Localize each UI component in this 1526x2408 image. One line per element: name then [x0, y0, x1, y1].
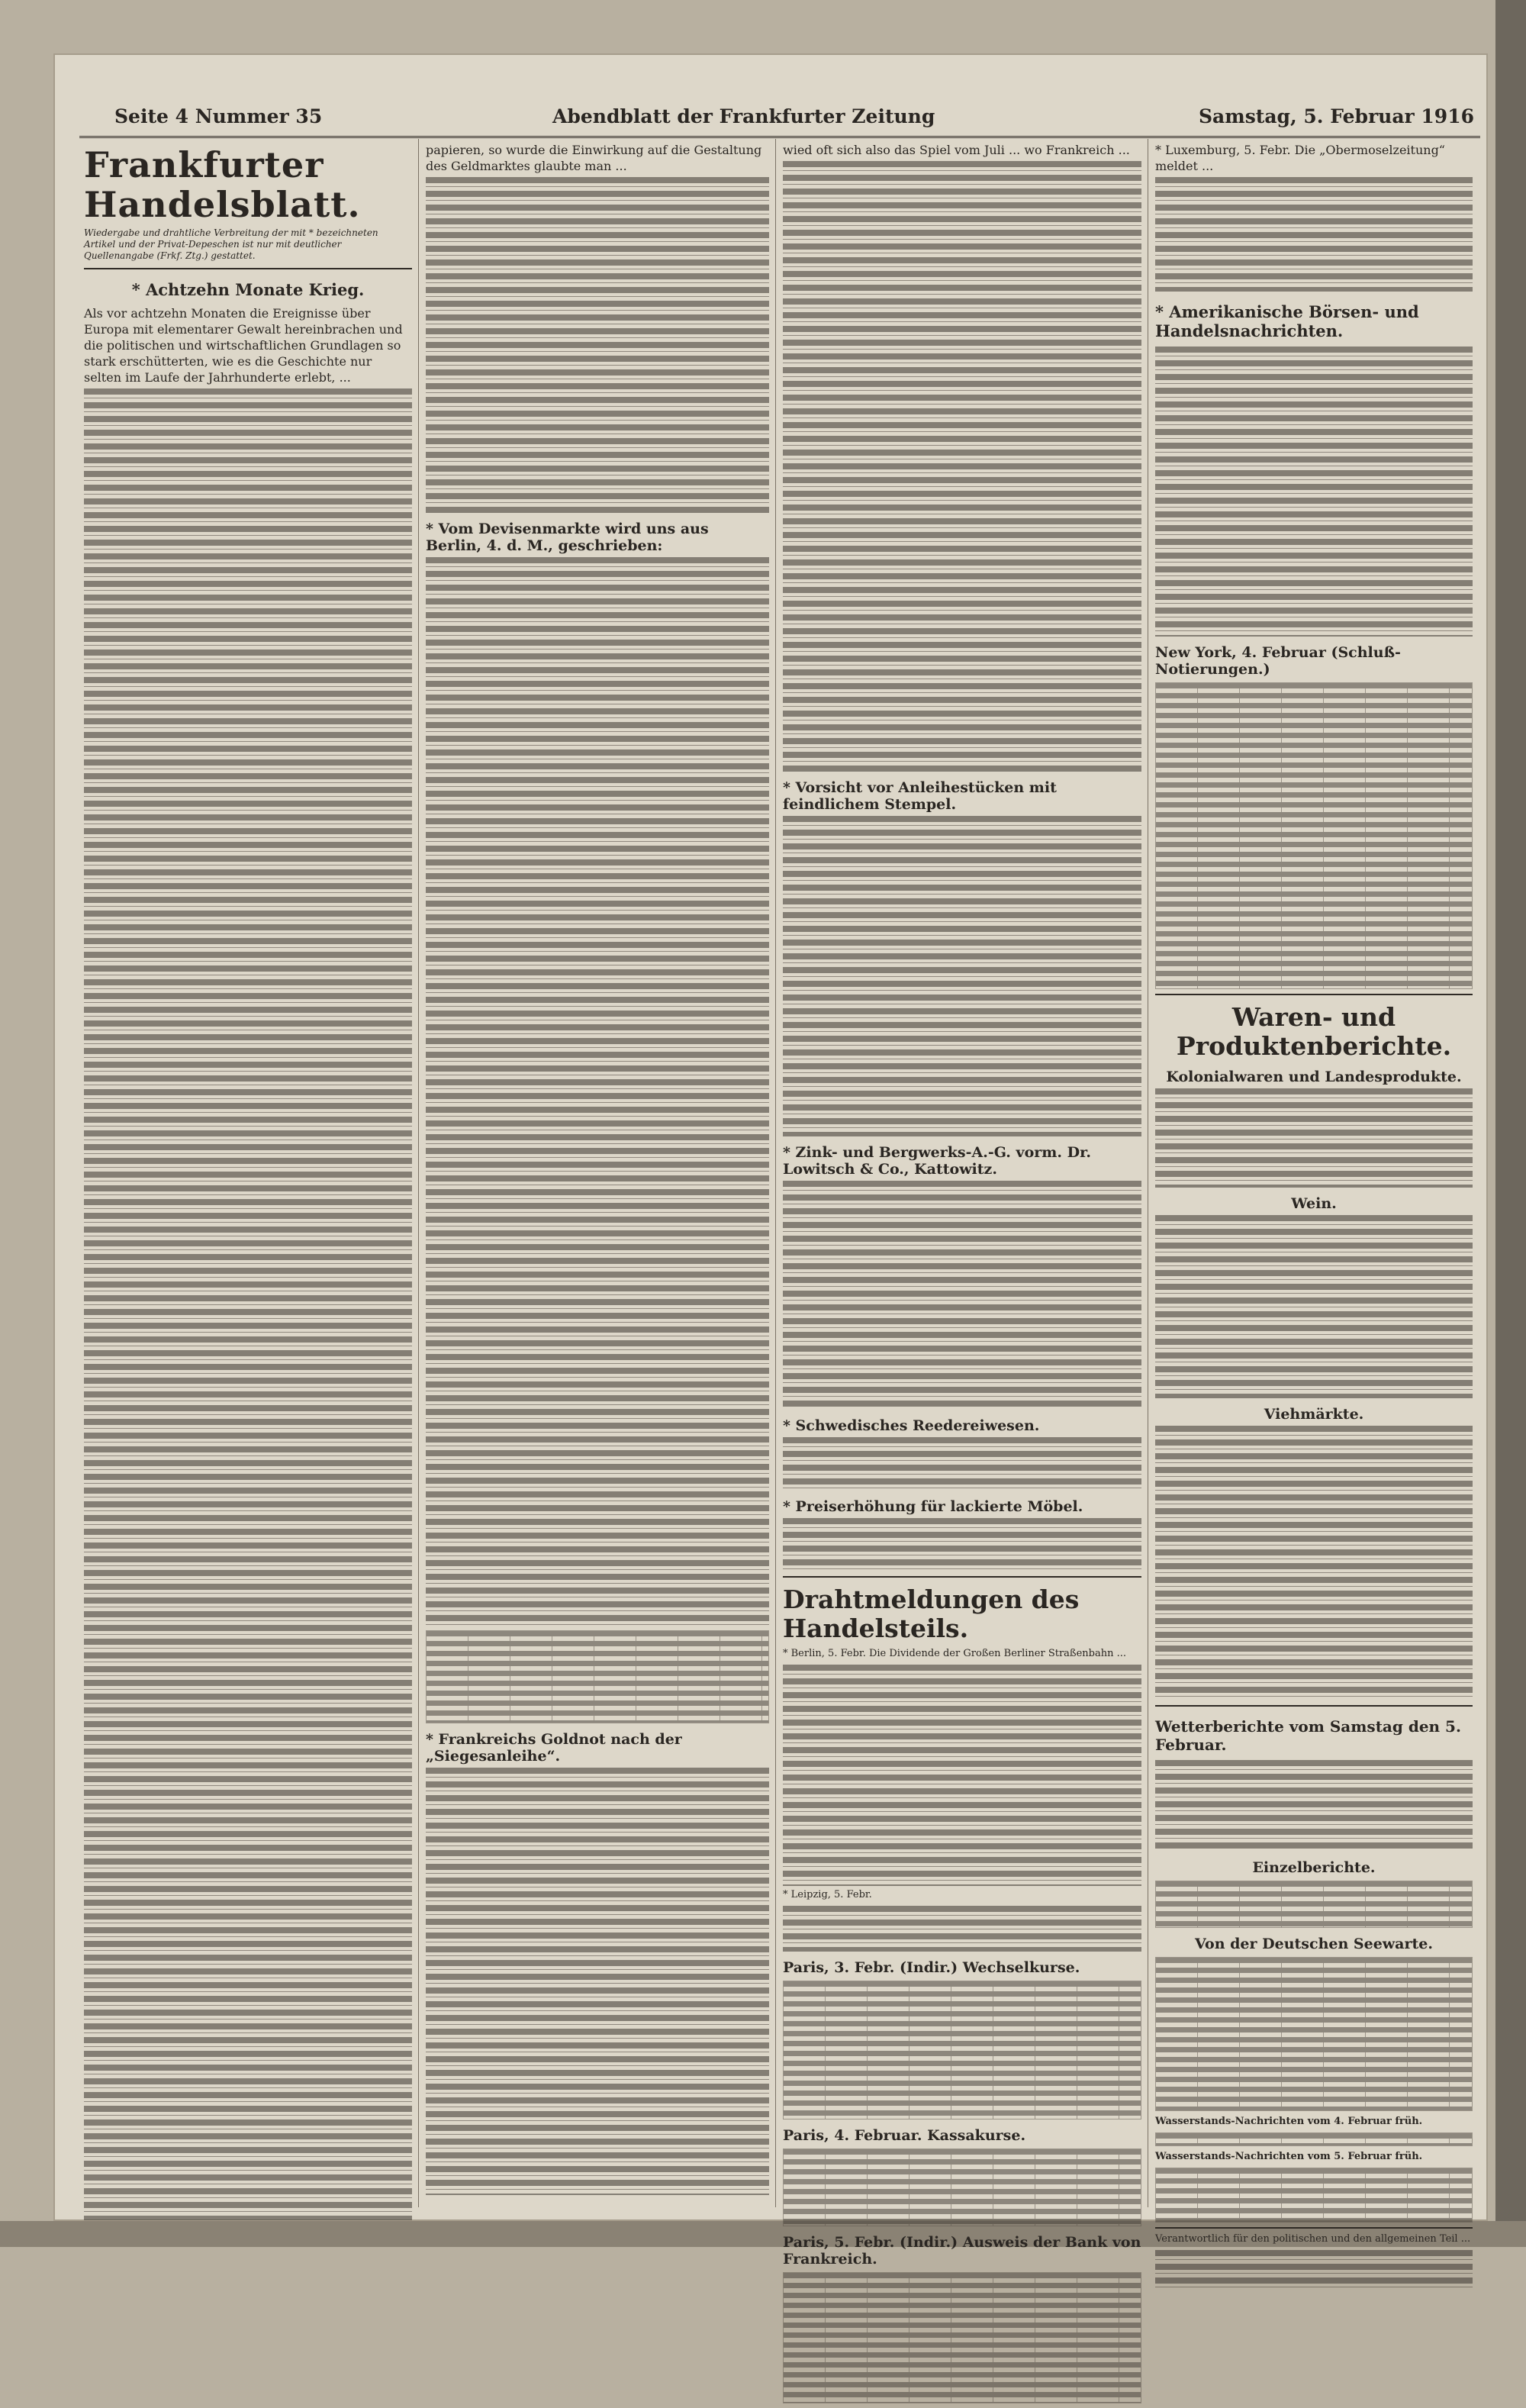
scan-edge-right — [1495, 0, 1526, 2247]
article-title: * Vorsicht vor Anleihestücken mit feindlichem Stempel. — [783, 779, 1141, 813]
bank-statement-table — [783, 2272, 1141, 2403]
section-title: Drahtmeldungen des Handelsteils. — [783, 1585, 1141, 1643]
column-1 — [84, 139, 412, 2223]
divider — [1155, 994, 1473, 995]
table-title: Paris, 3. Febr. (Indir.) Wechselkurse. — [783, 1959, 1141, 1976]
article-title: * Schwedisches Reedereiwesen. — [783, 1417, 1141, 1434]
article-body-text — [1155, 347, 1473, 637]
exchange-rate-table — [783, 1981, 1141, 2119]
subsection-title: Einzelberichte. — [1155, 1859, 1473, 1876]
imprint: Verantwortlich für den politischen und den allgemeinen Teil ... — [1155, 2233, 1473, 2245]
article-body-text — [1155, 2250, 1473, 2288]
weather-table — [1155, 1881, 1473, 1928]
article-body-text — [1155, 1088, 1473, 1188]
news-item: * Leipzig, 5. Febr. — [783, 1889, 1141, 1901]
article-body-text — [84, 388, 412, 2220]
subsection-title: Wein. — [1155, 1195, 1473, 1212]
table-title: Paris, 4. Februar. Kassakurse. — [783, 2127, 1141, 2144]
water-level-table — [1155, 2132, 1473, 2146]
column-2 — [426, 139, 769, 2198]
water-level-table — [1155, 2168, 1473, 2223]
issue-date: Samstag, 5. Februar 1916 — [1199, 105, 1474, 127]
article-title: * Amerikanische Börsen- und Handelsnachrichten. — [1155, 302, 1473, 340]
article-body-text — [1155, 177, 1473, 292]
section-title: Waren- und Produktenberichte. — [1155, 1003, 1473, 1061]
section-masthead: Frankfurter Handelsblatt. — [84, 145, 412, 224]
article-lead: Als vor achtzehn Monaten die Ereignisse über Europa mit elementarer Gewalt hereinbrachen und die politischen und wirtschaftlichen Grundlagen so stark erschütterten, wie es die Geschichte nur selten im Laufe der Jahrhunderte erlebt, ... — [84, 305, 412, 385]
table-title: New York, 4. Februar (Schluß-Notierungen.) — [1155, 644, 1473, 678]
subsection-title: Von der Deutschen Seewarte. — [1155, 1936, 1473, 1952]
cash-rate-table — [783, 2149, 1141, 2226]
article-continued: papieren, so wurde die Einwirkung auf die Gestaltung des Geldmarktes glaubte man ... — [426, 142, 769, 174]
article-body-text — [783, 1906, 1141, 1952]
news-item: * Berlin, 5. Febr. Die Dividende der Großen Berliner Straßenbahn ... — [783, 1648, 1141, 1660]
article-body-text — [426, 1768, 769, 2195]
article-body-text — [1155, 1760, 1473, 1852]
article-title: * Frankreichs Goldnot nach der „Siegesanleihe“. — [426, 1731, 769, 1765]
page-number: Seite 4 Nummer 35 — [114, 105, 322, 127]
article-body-text — [783, 1518, 1141, 1571]
article-body-text — [783, 1437, 1141, 1491]
divider — [783, 1576, 1141, 1578]
column-rule — [775, 139, 776, 2207]
seewarte-table — [1155, 1957, 1473, 2111]
newspaper-page — [53, 53, 1488, 2221]
article-body-text — [783, 1665, 1141, 1886]
table-title: Wasserstands-Nachrichten vom 4. Februar früh. — [1155, 2116, 1473, 2128]
weather-title: Wetterberichte vom Samstag den 5. Februar. — [1155, 1717, 1473, 1754]
table-title: Wasserstands-Nachrichten vom 5. Februar früh. — [1155, 2151, 1473, 2163]
column-3 — [783, 139, 1141, 2408]
table-title: Paris, 5. Febr. (Indir.) Ausweis der Bank von Frankreich. — [783, 2234, 1141, 2268]
article-body-text — [783, 816, 1141, 1136]
article-title: * Achtzehn Monate Krieg. — [84, 280, 412, 299]
divider — [1155, 1705, 1473, 1707]
newspaper-name: Abendblatt der Frankfurter Zeitung — [552, 105, 935, 127]
column-4 — [1155, 139, 1473, 2291]
article-body-text — [426, 177, 769, 513]
exchange-table — [426, 1630, 769, 1723]
subsection-title: Kolonialwaren und Landesprodukte. — [1155, 1069, 1473, 1085]
article-body-text — [1155, 1215, 1473, 1398]
divider — [84, 268, 412, 269]
subsection-title: Viehmärkte. — [1155, 1406, 1473, 1423]
copyright-note: Wiedergabe und drahtliche Verbreitung der mit * bezeichneten Artikel und der Privat-Depeschen ist nur mit deutlicher Quellenangabe (Frkf. Ztg.) gestattet. — [84, 227, 412, 262]
page-header — [79, 101, 1480, 138]
article-body-text — [426, 557, 769, 1626]
article-title: * Preiserhöhung für lackierte Möbel. — [783, 1498, 1141, 1515]
divider — [1155, 2227, 1473, 2229]
article-body-text — [1155, 1426, 1473, 1700]
article-body-text — [783, 161, 1141, 772]
article-title: * Vom Devisenmarkte wird uns aus Berlin, 4. d. M., geschrieben: — [426, 521, 769, 554]
article-continued: wied oft sich also das Spiel vom Juli ... wo Frankreich ... — [783, 142, 1141, 158]
article-body-text — [783, 1181, 1141, 1410]
stock-quote-table — [1155, 682, 1473, 989]
news-item: * Luxemburg, 5. Febr. Die „Obermoselzeitung“ meldet ... — [1155, 142, 1473, 174]
article-title: * Zink- und Bergwerks-A.-G. vorm. Dr. Lowitsch & Co., Kattowitz. — [783, 1144, 1141, 1178]
column-rule — [418, 139, 419, 2207]
